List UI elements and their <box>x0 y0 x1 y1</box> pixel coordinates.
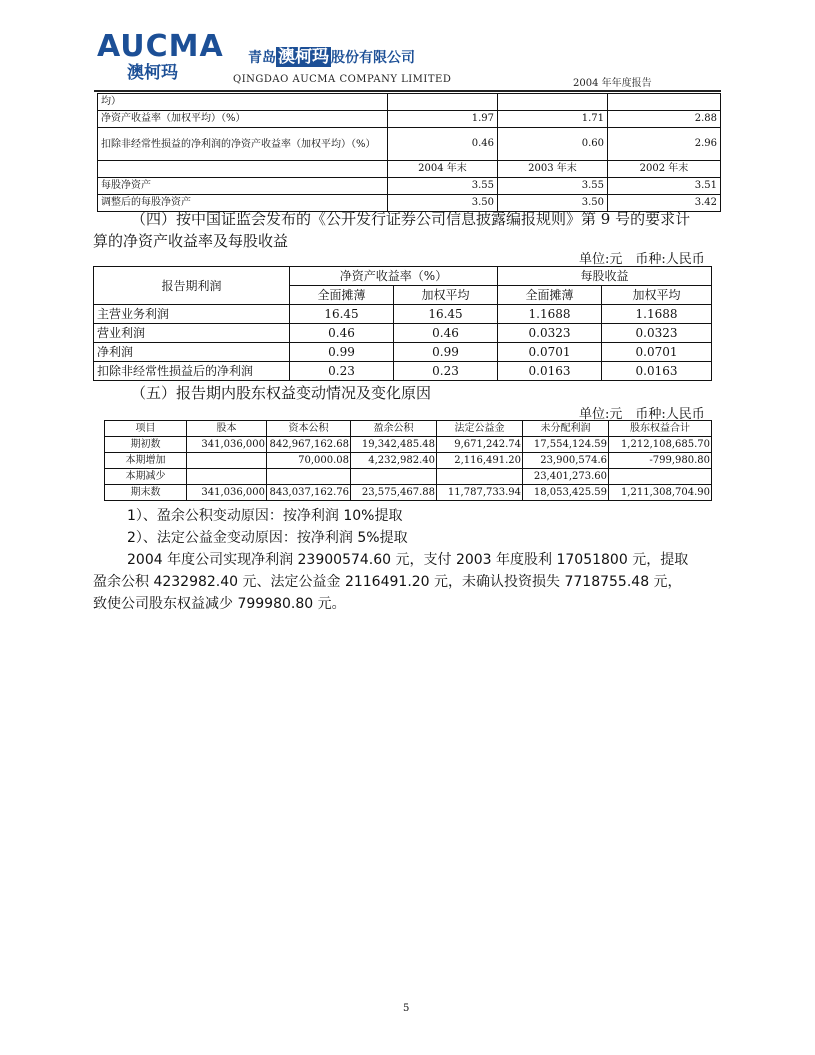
unit-label: 单位:元 币种:人民币 <box>579 407 705 422</box>
page-number: 5 <box>403 1003 410 1014</box>
value-cell: 17,554,124.59 <box>523 437 609 453</box>
header-cell: 项目 <box>105 421 187 437</box>
explanation-line2: 盈余公积 4232982.40 元、法定公益金 2116491.20 元，未确认投资损失 7718755.48 元， <box>93 574 682 590</box>
header-divider <box>94 90 721 92</box>
table-row <box>94 305 712 324</box>
value-cell: 4,232,982.40 <box>351 453 437 469</box>
financial-indicators-table <box>97 93 721 212</box>
row-label: 扣除非经常性损益后的净利润 <box>94 362 290 381</box>
table-row <box>105 485 712 501</box>
value-cell: 0.46 <box>290 324 394 343</box>
row-label: 每股净资产 <box>98 178 388 195</box>
note-welfare-fund: 2）、法定公益金变动原因：按净利润 5%提取 <box>127 530 408 546</box>
value-cell: 3.42 <box>608 195 721 212</box>
value-cell: 0.0163 <box>602 362 712 381</box>
roe-eps-table <box>93 266 712 381</box>
header-eps: 每股收益 <box>498 267 712 286</box>
subheader-cell: 全面摊薄 <box>290 286 394 305</box>
value-cell: 0.0323 <box>602 324 712 343</box>
row-label: 均） <box>98 94 388 111</box>
header-cell: 未分配利润 <box>523 421 609 437</box>
value-cell: 23,575,467.88 <box>351 485 437 501</box>
value-cell: 0.99 <box>290 343 394 362</box>
table-row <box>98 161 721 178</box>
value-cell: 0.60 <box>498 128 608 161</box>
value-cell: 0.46 <box>388 128 498 161</box>
value-cell <box>187 469 267 485</box>
row-label: 本期增加 <box>105 453 187 469</box>
table-row <box>98 111 721 128</box>
value-cell: 1.71 <box>498 111 608 128</box>
table-row <box>94 362 712 381</box>
value-cell <box>267 469 351 485</box>
section-5-title: （五）报告期内股东权益变动情况及变化原因 <box>131 384 432 402</box>
table-row <box>94 343 712 362</box>
company-name-chinese <box>248 48 415 67</box>
value-cell <box>388 94 498 111</box>
header-roe: 净资产收益率（%） <box>290 267 498 286</box>
company-name-brand: 澳柯玛 <box>278 47 329 67</box>
value-cell: 843,037,162.76 <box>267 485 351 501</box>
header-profit-type: 报告期利润 <box>94 267 290 305</box>
value-cell: 0.0323 <box>498 324 602 343</box>
equity-changes-table <box>104 420 712 501</box>
table-row <box>105 437 712 453</box>
note-surplus-reserve: 1）、盈余公积变动原因：按净利润 10%提取 <box>127 508 403 524</box>
value-cell: 0.23 <box>290 362 394 381</box>
value-cell <box>609 469 712 485</box>
year-header-cell: 2003 年末 <box>498 161 608 178</box>
value-cell: 0.23 <box>394 362 498 381</box>
row-label: 本期减少 <box>105 469 187 485</box>
value-cell <box>437 469 523 485</box>
value-cell: 16.45 <box>290 305 394 324</box>
row-label: 调整后的每股净资产 <box>98 195 388 212</box>
value-cell <box>498 94 608 111</box>
value-cell: 0.46 <box>394 324 498 343</box>
value-cell: 16.45 <box>394 305 498 324</box>
header-cell: 盈余公积 <box>351 421 437 437</box>
value-cell: 2,116,491.20 <box>437 453 523 469</box>
table-row <box>98 178 721 195</box>
row-label: 期初数 <box>105 437 187 453</box>
value-cell <box>351 469 437 485</box>
value-cell: 23,900,574.6 <box>523 453 609 469</box>
value-cell: 0.99 <box>394 343 498 362</box>
value-cell: -799,980.80 <box>609 453 712 469</box>
value-cell <box>608 94 721 111</box>
subheader-cell: 加权平均 <box>602 286 712 305</box>
value-cell: 18,053,425.59 <box>523 485 609 501</box>
table-row <box>98 128 721 161</box>
table-row <box>105 469 712 485</box>
value-cell: 0.0163 <box>498 362 602 381</box>
value-cell: 341,036,000 <box>187 485 267 501</box>
value-cell: 341,036,000 <box>187 437 267 453</box>
header-cell: 股东权益合计 <box>609 421 712 437</box>
row-label: 净利润 <box>94 343 290 362</box>
header-cell: 资本公积 <box>267 421 351 437</box>
value-cell: 3.55 <box>388 178 498 195</box>
company-name-prefix: 青岛 <box>248 50 276 66</box>
header-cell: 股本 <box>187 421 267 437</box>
value-cell: 23,401,273.60 <box>523 469 609 485</box>
value-cell: 19,342,485.48 <box>351 437 437 453</box>
section-4-title-line2: 算的净资产收益率及每股收益 <box>93 232 289 250</box>
value-cell: 1.97 <box>388 111 498 128</box>
report-title: 2004 年年度报告 <box>573 78 652 89</box>
company-name-suffix: 股份有限公司 <box>331 50 415 66</box>
value-cell: 0.0701 <box>498 343 602 362</box>
value-cell <box>187 453 267 469</box>
company-logo-chinese: 澳柯玛 <box>127 63 178 83</box>
value-cell: 3.51 <box>608 178 721 195</box>
value-cell: 70,000.08 <box>267 453 351 469</box>
value-cell: 2.88 <box>608 111 721 128</box>
subheader-cell: 全面摊薄 <box>498 286 602 305</box>
value-cell: 1.1688 <box>498 305 602 324</box>
row-label <box>98 161 388 178</box>
value-cell: 3.50 <box>498 195 608 212</box>
table-row <box>105 453 712 469</box>
unit-label: 单位:元 币种:人民币 <box>579 252 705 267</box>
value-cell: 842,967,162.68 <box>267 437 351 453</box>
row-label: 扣除非经常性损益的净利润的净资产收益率（加权平均）（%） <box>98 128 388 161</box>
row-label: 营业利润 <box>94 324 290 343</box>
value-cell: 1,211,308,704.90 <box>609 485 712 501</box>
subheader-cell: 加权平均 <box>394 286 498 305</box>
table-header-row <box>94 267 712 286</box>
explanation-line1: 2004 年度公司实现净利润 23900574.60 元，支付 2003 年度股利 17051800 元，提取 <box>127 552 689 568</box>
section-4-title-line1: （四）按中国证监会发布的《公开发行证券公司信息披露编报规则》第 9 号的要求计 <box>131 210 691 228</box>
row-label: 主营业务利润 <box>94 305 290 324</box>
year-header-cell: 2002 年末 <box>608 161 721 178</box>
company-logo: AUCMA <box>97 29 224 64</box>
year-header-cell: 2004 年末 <box>388 161 498 178</box>
table-row <box>94 324 712 343</box>
value-cell: 3.50 <box>388 195 498 212</box>
explanation-line3: 致使公司股东权益减少 799980.80 元。 <box>93 596 346 612</box>
header-cell: 法定公益金 <box>437 421 523 437</box>
value-cell: 1,212,108,685.70 <box>609 437 712 453</box>
value-cell: 1.1688 <box>602 305 712 324</box>
value-cell: 0.0701 <box>602 343 712 362</box>
value-cell: 2.96 <box>608 128 721 161</box>
value-cell: 9,671,242.74 <box>437 437 523 453</box>
table-header-row <box>105 421 712 437</box>
row-label: 净资产收益率（加权平均）（%） <box>98 111 388 128</box>
value-cell: 11,787,733.94 <box>437 485 523 501</box>
table-row <box>98 94 721 111</box>
value-cell: 3.55 <box>498 178 608 195</box>
row-label: 期末数 <box>105 485 187 501</box>
company-name-english: QINGDAO AUCMA COMPANY LIMITED <box>233 74 452 85</box>
